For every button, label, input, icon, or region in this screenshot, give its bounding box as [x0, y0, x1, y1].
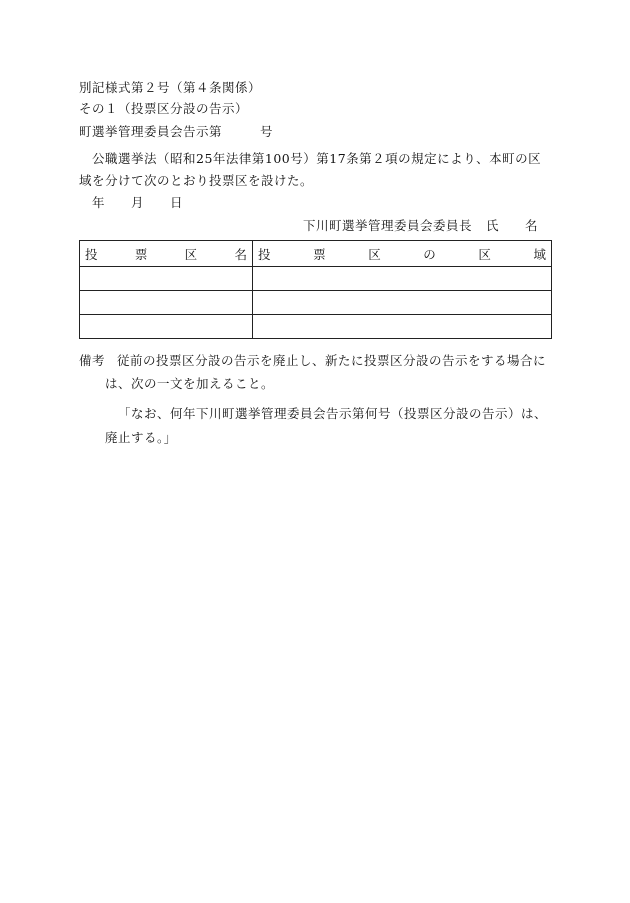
table-cell [253, 267, 552, 291]
signature-title: 下川町選挙管理委員会委員長 [303, 218, 473, 233]
form-reference: 別記様式第２号（第４条関係） [79, 80, 262, 95]
header-char: 投 [85, 246, 98, 262]
remarks-line-4: 廃止する。」 [105, 430, 177, 445]
header-char: 票 [313, 246, 326, 262]
table-cell [253, 291, 552, 315]
form-subtitle: その１（投票区分設の告示） [79, 101, 249, 116]
body-line-1: 公職選挙法（昭和25年法律第100号）第17条第２項の規定により、本町の区 [92, 151, 542, 166]
signature-line [303, 220, 538, 233]
table-row [80, 291, 552, 315]
table-row [80, 267, 552, 291]
date-line [92, 197, 183, 210]
header-char: 投 [258, 246, 271, 262]
notice-suffix: 号 [260, 124, 274, 139]
header-char: 域 [533, 246, 546, 262]
body-line-2: 域を分けて次のとおり投票区を設けた。 [79, 173, 314, 188]
voting-district-table [79, 240, 552, 339]
notice-number-line [79, 126, 273, 139]
header-char: 名 [234, 246, 247, 262]
date-year: 年 [92, 195, 106, 210]
remarks-line-3: 「なお、何年下川町選挙管理委員会告示第何号（投票区分設の告示）は、 [118, 406, 548, 421]
table-cell [253, 315, 552, 339]
header-char: の [423, 246, 436, 262]
header-char: 区 [184, 246, 198, 262]
header-char: 区 [478, 246, 491, 262]
signature-name-label: 氏 名 [486, 218, 539, 233]
table-header-row [80, 241, 552, 267]
table-row [80, 315, 552, 339]
notice-prefix: 町選挙管理委員会告示第 [79, 124, 223, 139]
date-day: 日 [170, 195, 184, 210]
table-cell [80, 267, 253, 291]
table-cell [80, 315, 253, 339]
date-month: 月 [131, 195, 145, 210]
table-cell [80, 291, 253, 315]
header-cell-district-name [80, 241, 253, 267]
remarks-label: 備考 [79, 353, 106, 368]
header-char: 票 [134, 246, 148, 262]
header-char: 区 [368, 246, 381, 262]
remarks-text-1: 従前の投票区分設の告示を廃止し、新たに投票区分設の告示をする場合に [117, 353, 547, 368]
remarks-line-2: は、次の一文を加えること。 [105, 376, 275, 391]
header-cell-district-area [253, 241, 552, 267]
remarks-line-1 [79, 355, 546, 368]
